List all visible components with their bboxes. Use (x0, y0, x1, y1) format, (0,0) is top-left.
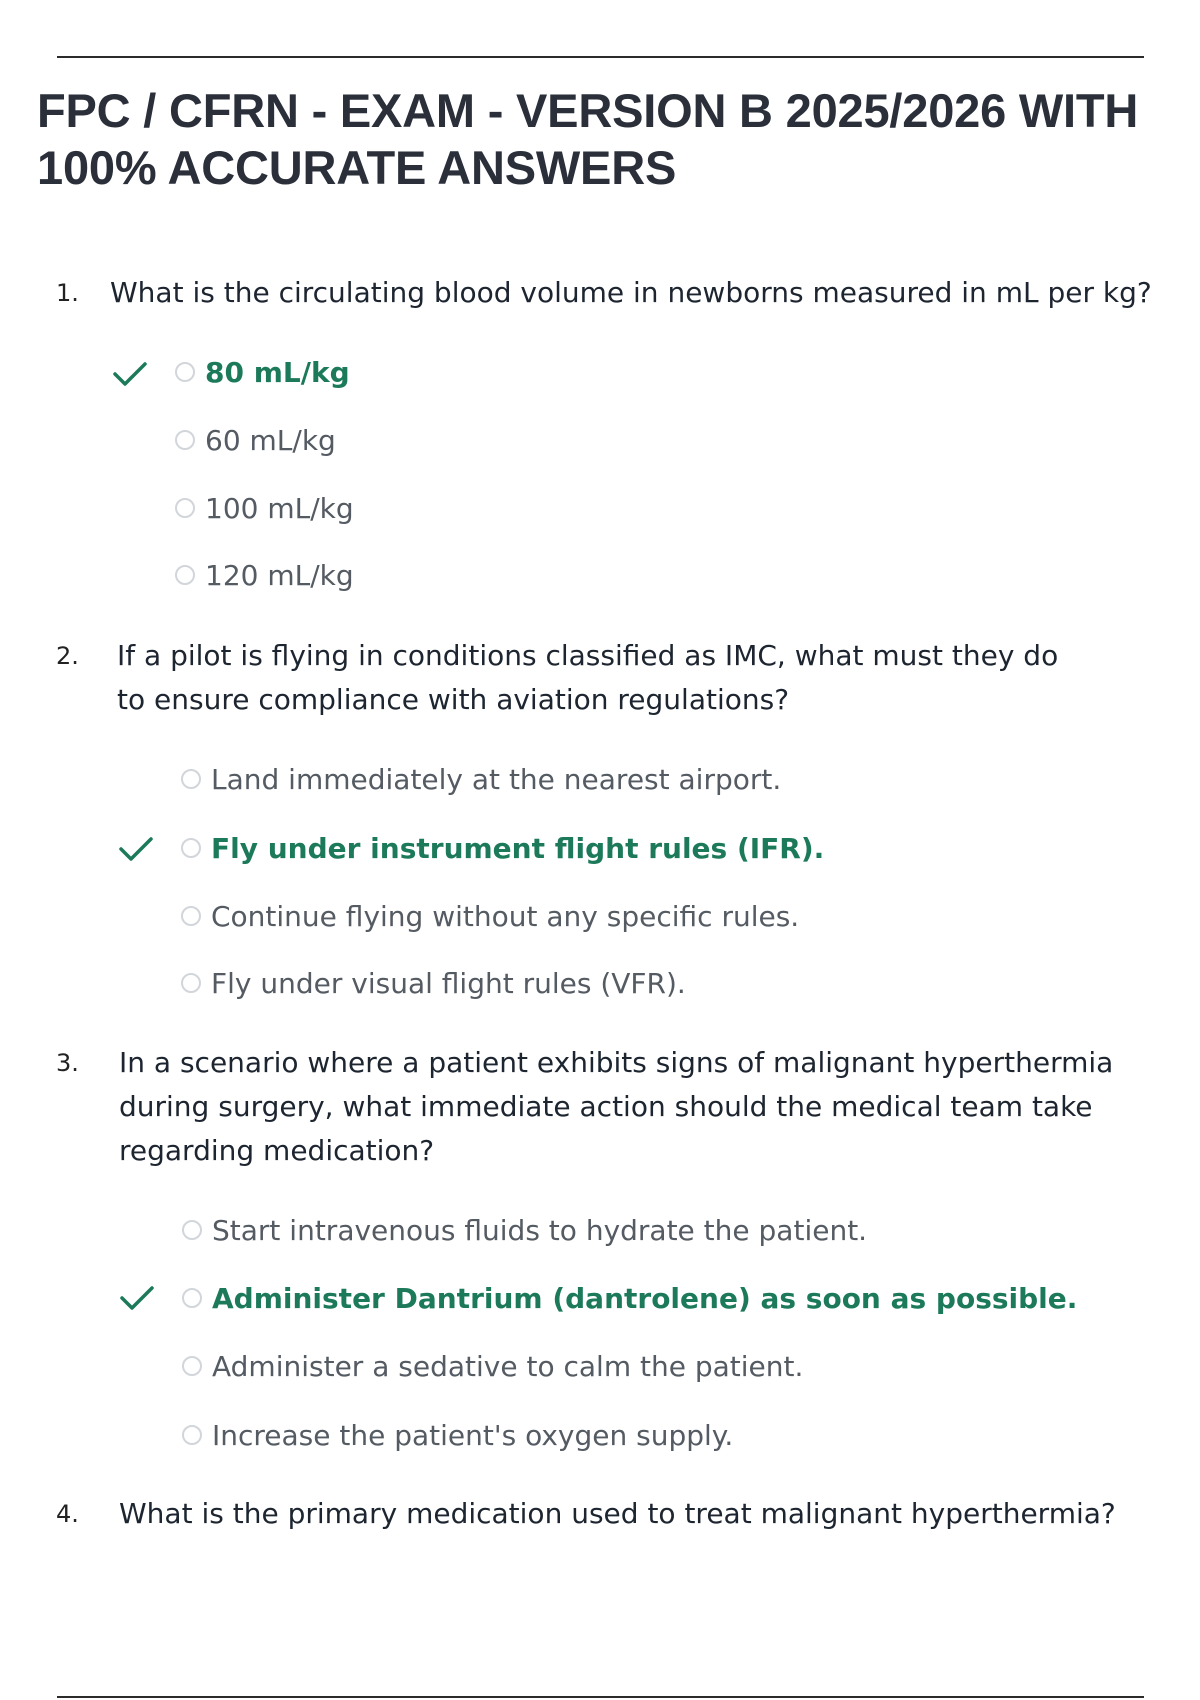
answer-option[interactable] (175, 486, 354, 530)
question-number: 4. (56, 1500, 79, 1528)
check-icon (119, 1283, 155, 1313)
question-text: If a pilot is flying in conditions classified as IMC, what must they do to ensure compliance with aviation regulations? (117, 639, 1059, 716)
answer-option[interactable] (181, 757, 781, 801)
question-text: In a scenario where a patient exhibits signs of malignant hyperthermia during surgery, what immediate action should the medical team take regarding medication? (119, 1046, 1114, 1167)
question-text: What is the primary medication used to treat malignant hyperthermia? (119, 1497, 1116, 1530)
option-text: 100 mL/kg (205, 491, 354, 525)
question-number: 3. (56, 1049, 79, 1077)
radio-icon[interactable] (182, 1288, 202, 1308)
option-text: 120 mL/kg (205, 558, 354, 592)
radio-icon[interactable] (181, 769, 201, 789)
question-number: 1. (56, 279, 79, 307)
option-text: 80 mL/kg (205, 355, 350, 389)
radio-icon[interactable] (181, 906, 201, 926)
option-text: Continue flying without any specific rules. (211, 899, 800, 933)
check-icon (118, 834, 154, 864)
radio-icon[interactable] (182, 1425, 202, 1445)
answer-option[interactable] (182, 1413, 733, 1457)
radio-icon[interactable] (182, 1356, 202, 1376)
document-title: FPC / CFRN - EXAM - VERSION B 2025/2026 WITH 100% ACCURATE ANSWERS (37, 84, 1139, 194)
radio-icon[interactable] (181, 838, 201, 858)
bottom-divider (57, 1696, 1144, 1698)
option-text: Fly under visual flight rules (VFR). (211, 966, 686, 1000)
question-number: 2. (56, 642, 79, 670)
answer-option[interactable] (175, 350, 350, 394)
answer-option[interactable] (182, 1344, 803, 1388)
top-divider (57, 56, 1144, 58)
radio-icon[interactable] (175, 430, 195, 450)
answer-option[interactable] (182, 1208, 867, 1252)
answer-option[interactable] (181, 826, 824, 870)
answer-option[interactable] (175, 418, 336, 462)
radio-icon[interactable] (175, 498, 195, 518)
answer-option[interactable] (182, 1276, 1077, 1320)
radio-icon[interactable] (175, 565, 195, 585)
radio-icon[interactable] (181, 973, 201, 993)
option-text: Administer Dantrium (dantrolene) as soon as possible. (212, 1281, 1078, 1315)
option-text: Start intravenous fluids to hydrate the patient. (212, 1213, 868, 1247)
option-text: Administer a sedative to calm the patient. (212, 1349, 804, 1383)
radio-icon[interactable] (175, 362, 195, 382)
answer-option[interactable] (175, 553, 354, 597)
check-icon (112, 359, 148, 389)
option-text: Land immediately at the nearest airport. (211, 762, 782, 796)
option-text: 60 mL/kg (205, 423, 336, 457)
option-text: Fly under instrument flight rules (IFR). (211, 831, 825, 865)
question-text: What is the circulating blood volume in newborns measured in mL per kg? (110, 276, 1152, 309)
radio-icon[interactable] (182, 1220, 202, 1240)
answer-option[interactable] (181, 894, 799, 938)
answer-option[interactable] (181, 961, 686, 1005)
option-text: Increase the patient's oxygen supply. (212, 1418, 734, 1452)
